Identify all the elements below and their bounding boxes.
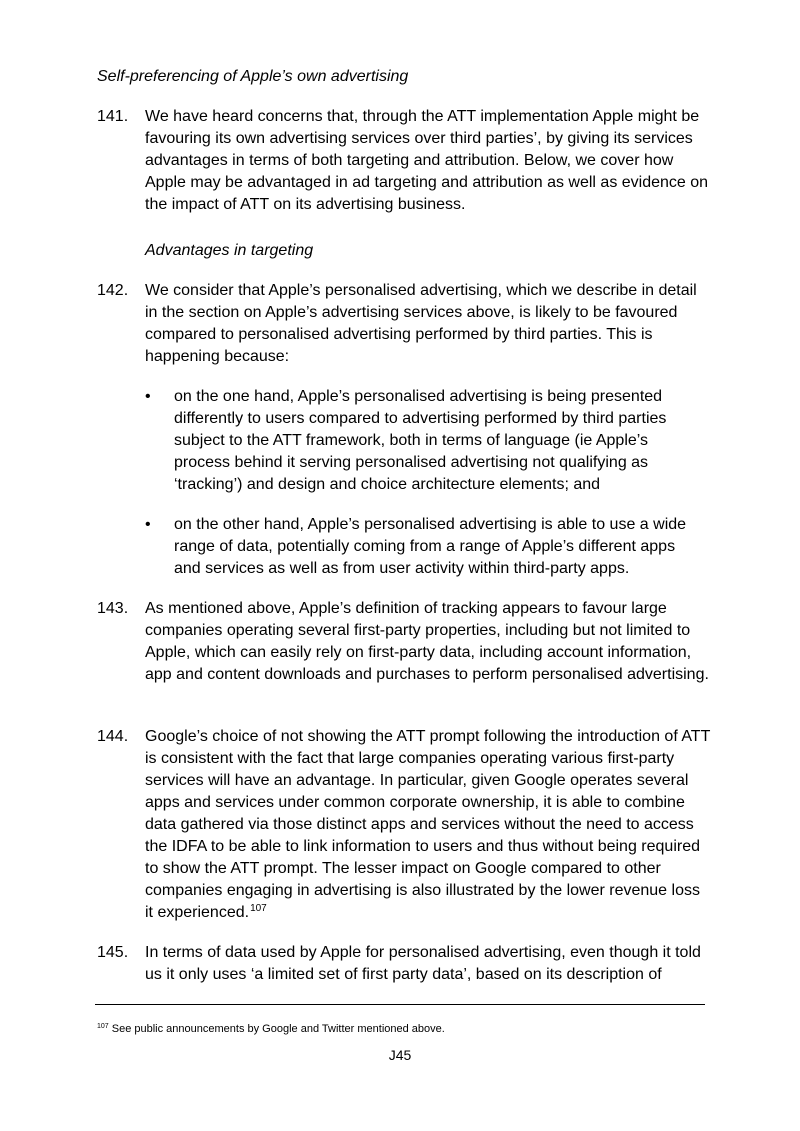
paragraph-145 [97, 942, 712, 986]
paragraph-142 [97, 280, 712, 368]
bullet-item-1 [145, 386, 705, 496]
paragraph-text: In terms of data used by Apple for personalised advertising, even though it told us it only uses ‘a limited set of first party data’, based on its description of [145, 944, 701, 983]
paragraph-number: 141. [97, 108, 129, 125]
paragraph-144 [97, 726, 712, 924]
page-number: J45 [388, 1047, 412, 1063]
bullet-icon: • [145, 388, 151, 405]
section-heading: Self-preferencing of Apple’s own advertising [97, 68, 409, 85]
sub-heading-targeting: Advantages in targeting [145, 242, 314, 259]
paragraph-141 [97, 106, 712, 216]
paragraph-text: We have heard concerns that, through the ATT implementation Apple might be favouring its own advertising services over third parties’, by giving its services advantages in terms of both targeting and attribution. Below, we cover how Apple may be advantaged in ad targeting and attribution as well as evidence on the impact of ATT on its advertising business. [145, 108, 709, 213]
paragraph-number: 145. [97, 944, 129, 961]
bullet-item-2 [145, 514, 705, 580]
bullet-text: on the other hand, Apple’s personalised advertising is able to use a wide range of data, potentially coming from a range of Apple’s different apps and services as well as from user activity within third-party apps. [174, 516, 687, 577]
bullet-text: on the one hand, Apple’s personalised advertising is being presented differently to users compared to advertising performed by third parties subject to the ATT framework, both in terms of language (ie Apple’s process behind it serving personalised advertising not qualifying as ‘tracking’) and design and choice architecture elements; and [174, 388, 667, 493]
footnote-number: 107 [97, 1023, 109, 1030]
paragraph-number: 144. [97, 728, 129, 745]
footnote-reference[interactable]: 107 [250, 903, 267, 914]
paragraph-text: As mentioned above, Apple’s definition of tracking appears to favour large companies operating several first-party properties, including but not limited to Apple, which can easily rely on first-party data, including account information, app and content downloads and purchases to perform personalised advertising. [145, 600, 709, 683]
paragraph-text: We consider that Apple’s personalised advertising, which we describe in detail in the section on Apple’s advertising services above, is likely to be favoured compared to personalised advertising performed by third parties. This is happening because: [145, 282, 697, 365]
paragraph-number: 143. [97, 600, 129, 617]
paragraph-text [145, 726, 712, 924]
footnote-divider [95, 1004, 705, 1005]
paragraph-body: Google’s choice of not showing the ATT prompt following the introduction of ATT is consistent with the fact that large companies operating various first-party services will have an advantage. In particular, given Google operates several apps and services under common corporate ownership, it is able to combine data gathered via those distinct apps and services without the need to access the IDFA to be able to link information to users and thus without being required to show the ATT prompt. The lesser impact on Google compared to other companies engaging in advertising is also illustrated by the lower revenue loss it experienced. [145, 728, 711, 921]
paragraph-number: 142. [97, 282, 129, 299]
footnote [97, 1022, 445, 1037]
footnote-text: See public announcements by Google and Twitter mentioned above. [108, 1023, 445, 1035]
bullet-icon: • [145, 516, 151, 533]
paragraph-143 [97, 598, 712, 686]
